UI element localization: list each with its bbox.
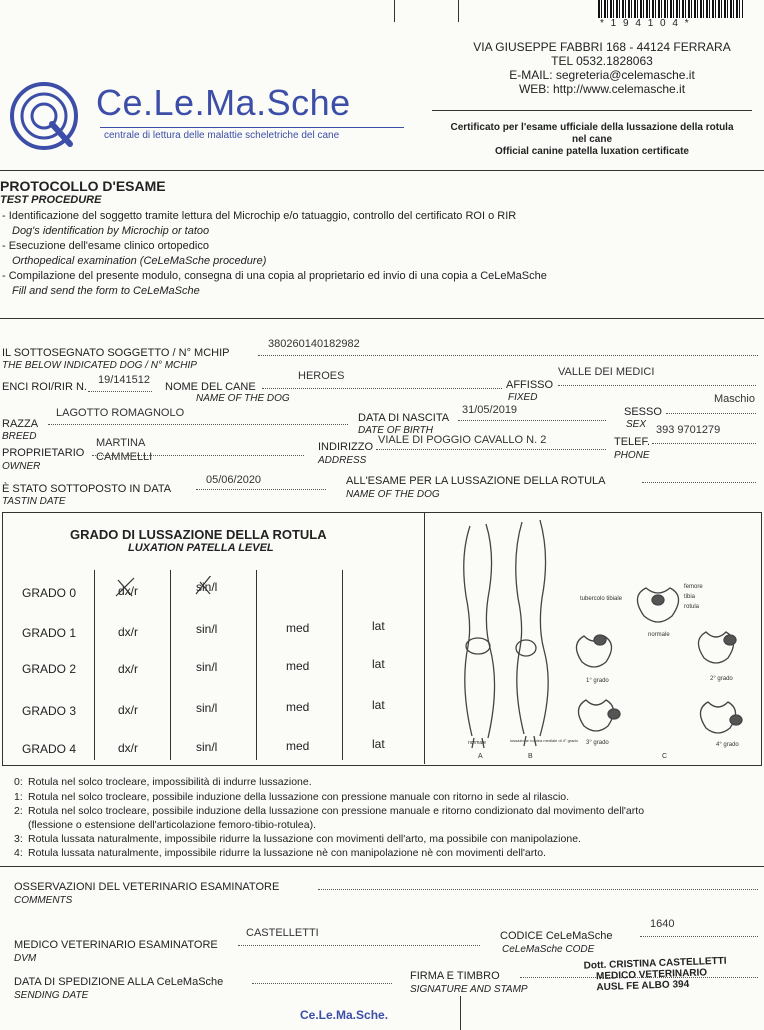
patella-normal-icon	[637, 588, 678, 622]
grade-cell-sin: sin/l	[196, 701, 218, 715]
logo-name: Ce.Le.Ma.Sche	[96, 82, 351, 123]
grade-row-label: GRADO 2	[22, 662, 77, 676]
label-subject-en: THE BELOW INDICATED DOG / N° MCHIP	[2, 360, 197, 371]
cert-title	[432, 122, 752, 158]
grade-cell-dx: dx/r	[118, 703, 139, 717]
stamp-line: MEDICO VETERINARIO	[595, 967, 708, 983]
code-value: 1640	[650, 918, 675, 930]
top-divider	[394, 0, 395, 22]
test-date-line	[196, 489, 326, 490]
cert-rule	[432, 110, 752, 111]
phone-value: 393 9701279	[656, 424, 721, 436]
observations-line	[318, 889, 758, 890]
label-exam-en: NAME OF THE DOG	[346, 489, 440, 500]
label-subject: IL SOTTOSEGNATO SOGGETTO / N° MCHIP	[2, 347, 230, 359]
label-sex-en: SEX	[626, 419, 647, 430]
dog-name-line	[262, 388, 502, 389]
grade-cell-lat: lat	[372, 737, 385, 751]
grade-cell-lat: lat	[372, 657, 385, 671]
stamp-line: Dott. CRISTINA CASTELLETTI	[583, 955, 727, 972]
vet-line	[238, 945, 480, 946]
protocol-item: - Compilazione del presente modulo, consegna di una copia al proprietario ed invio di una copia a CeLeMaSche	[2, 270, 547, 282]
exam-line	[642, 482, 756, 483]
grades-col-rule	[256, 570, 257, 760]
code-line	[640, 936, 758, 937]
grades-title: GRADO DI LUSSAZIONE DELLA ROTULA	[70, 527, 327, 542]
section-rule	[0, 318, 764, 319]
patella-grade-1-icon	[576, 635, 611, 667]
address-line: VIA GIUSEPPE FABBRI 168 - 44124 FERRARA	[473, 40, 731, 54]
legend-item	[14, 791, 569, 803]
label-vet: MEDICO VETERINARIO ESAMINATORE	[14, 939, 218, 951]
label-dog-name-en: NAME OF THE DOG	[196, 393, 290, 404]
grade-row-label: GRADO 1	[22, 626, 77, 640]
label-observations-en: COMMENTS	[14, 895, 73, 906]
legend-num: 0:	[14, 776, 23, 788]
enci-value: 19/141512	[98, 374, 150, 386]
grade-cell-med: med	[286, 659, 310, 673]
letter-b: B	[528, 753, 533, 760]
owner-first-name: MARTINA	[96, 437, 146, 449]
test-date-value: 05/06/2020	[206, 474, 262, 486]
grades-col-rule	[94, 570, 95, 760]
affisso-value: VALLE DEI MEDICI	[558, 366, 655, 378]
protocol-title: PROTOCOLLO D'ESAME	[0, 178, 166, 194]
label-grade-4: 4° grado	[716, 742, 739, 748]
vet-stamp	[583, 955, 734, 993]
protocol-item-en: Dog's identification by Microchip or tatoo	[12, 225, 210, 237]
label-owner: PROPRIETARIO	[2, 447, 85, 459]
logo-icon	[4, 78, 92, 154]
legend-num: 3:	[14, 833, 23, 845]
label-owner-en: OWNER	[2, 461, 41, 472]
phone-line	[652, 443, 756, 444]
label-grade-1: 1° grado	[586, 678, 609, 684]
grade-cell-sin: sin/l	[196, 740, 218, 754]
grade-cell-dx: dx/r	[118, 741, 139, 755]
web-line: WEB: http://www.celemasche.it	[518, 82, 686, 96]
label-sex: SESSO	[624, 406, 662, 418]
protocol-list	[2, 209, 547, 299]
email-line: E-MAIL: segreteria@celemasche.it	[509, 68, 695, 82]
leg-b-icon	[516, 520, 548, 746]
address-line-field	[376, 449, 606, 450]
grades-col-rule	[342, 570, 343, 760]
grades-subtitle: LUXATION PATELLA LEVEL	[128, 542, 274, 554]
legend-item	[14, 819, 316, 831]
label-signature: FIRMA E TIMBRO	[410, 970, 500, 982]
label-dob: DATA DI NASCITA	[358, 412, 450, 424]
label-dog-name: NOME DEL CANE	[165, 381, 256, 393]
patella-grade-3-icon	[578, 700, 620, 731]
grades-divider	[424, 512, 425, 764]
logo-subtitle: centrale di lettura delle malattie scheletriche del cane	[104, 130, 340, 141]
address-block	[452, 40, 752, 96]
logo-rule	[100, 127, 404, 128]
leg-a-icon	[464, 524, 495, 748]
label-test-date: È STATO SOTTOPOSTO IN DATA	[2, 483, 172, 495]
label-tibia: tibia	[684, 594, 696, 600]
bottom-divider	[460, 996, 461, 1030]
sex-line	[666, 413, 756, 414]
dob-value: 31/05/2019	[462, 404, 518, 416]
legend-text: Rotula lussata naturalmente, impossibile ridurre la lussazione con movimenti dell'arto, ma possibile con manipolazione.	[28, 833, 581, 845]
label-rotula: rotula	[684, 604, 700, 610]
label-address: INDIRIZZO	[318, 441, 373, 453]
affisso-line	[558, 385, 756, 386]
dob-line	[458, 420, 606, 421]
legend-text: Rotula nel solco trocleare, possibile induzione della lussazione con pressione manuale e ritorno condizionato dal movimento dell'arto	[28, 805, 645, 817]
label-grade-2: 2° grado	[710, 676, 733, 682]
protocol-item: - Identificazione del soggetto tramite lettura del Microchip e/o tatuaggio, controllo del certificato ROI o RIR	[2, 210, 517, 222]
legend-num: 2:	[14, 805, 23, 817]
letter-a: A	[478, 753, 483, 760]
label-test-date-en: TASTIN DATE	[2, 496, 66, 507]
mchip-value: 380260140182982	[268, 338, 360, 350]
bottom-logo: Ce.Le.Ma.Sche.	[300, 1008, 389, 1022]
grade-cell-lat: lat	[372, 698, 385, 712]
section-rule	[0, 170, 764, 171]
sex-value: Maschio	[714, 393, 755, 405]
tel-line: TEL 0532.1828063	[551, 54, 653, 68]
dog-name-value: HEROES	[298, 370, 345, 382]
grade-cell-med: med	[286, 739, 310, 753]
label-exam: ALL'ESAME PER LA LUSSAZIONE DELLA ROTULA	[346, 475, 606, 487]
legend-item	[14, 776, 312, 788]
grade-row-label: GRADO 4	[22, 742, 77, 756]
section-rule	[0, 866, 764, 867]
stamp-line: AUSL FE ALBO 394	[596, 978, 690, 994]
barcode	[598, 0, 743, 18]
label-phone: TELEF.	[614, 436, 651, 448]
label-affisso: AFFISSO	[506, 379, 554, 391]
protocol-item-en: Fill and send the form to CeLeMaSche	[12, 285, 200, 297]
label-leg-a: normale	[468, 740, 487, 746]
label-code: CODICE CeLeMaSche	[500, 930, 613, 942]
breed-line	[48, 424, 348, 425]
barcode-number: * 1 9 4 1 0 4 *	[600, 18, 691, 29]
cert-title-it-2: nel cane	[571, 134, 613, 145]
legend-text: Rotula nel solco trocleare, possibile induzione della lussazione con pressione manuale con ritorno in sede al rilascio.	[28, 791, 570, 803]
protocol-subtitle: TEST PROCEDURE	[0, 194, 102, 206]
label-tubercolo: tubercolo tibiale	[580, 596, 623, 602]
cross-mark-icon	[112, 576, 236, 600]
owner-last-name: CAMMELLI	[96, 451, 153, 463]
cert-title-it: Certificato per l'esame ufficiale della lussazione della rotula	[450, 122, 734, 133]
patella-figure	[430, 516, 756, 762]
label-normale: normale	[648, 632, 670, 638]
label-dob-en: DATE OF BIRTH	[358, 425, 434, 436]
grade-cell-sin: sin/l	[196, 622, 218, 636]
legend-num: 4:	[14, 847, 23, 859]
label-sending-date: DATA DI SPEDIZIONE ALLA CeLeMaSche	[14, 976, 224, 988]
legend-text: Rotula nel solco trocleare, impossibilità di indurre lussazione.	[28, 776, 312, 788]
label-affisso-en: FIXED	[508, 392, 538, 403]
breed-value: LAGOTTO ROMAGNOLO	[56, 407, 185, 419]
grade-cell-med: med	[286, 621, 310, 635]
label-enci: ENCI ROI/RIR N.	[2, 381, 87, 393]
label-phone-en: PHONE	[614, 450, 650, 461]
label-signature-en: SIGNATURE AND STAMP	[410, 984, 528, 995]
label-breed-en: BREED	[2, 431, 37, 442]
sending-date-line	[252, 983, 392, 984]
grade-cell-sin: sin/l	[196, 580, 218, 594]
vet-value: CASTELLETTI	[246, 927, 319, 939]
letter-c: C	[662, 753, 668, 760]
grade-cell-med: med	[286, 700, 310, 714]
patella-grade-4-icon	[700, 702, 742, 733]
grade-cell-dx: dx/r	[118, 625, 139, 639]
label-leg-b: lussazione rotulea mediale di 4° grado	[510, 738, 578, 743]
legend-text: Rotula lussata naturalmente, impossibile ridurre la lussazione nè con manipolazione nè con movimenti dell'arto.	[28, 847, 546, 859]
legend-item	[14, 833, 581, 845]
grade-row-label: GRADO 0	[22, 586, 77, 600]
legend-item	[14, 805, 644, 817]
top-divider	[458, 0, 459, 22]
label-vet-en: DVM	[14, 953, 37, 964]
label-femore: femore	[684, 584, 703, 590]
address-value: VIALE DI POGGIO CAVALLO N. 2	[378, 434, 547, 446]
grade-cell-dx: dx/r	[118, 662, 139, 676]
protocol-item-en: Orthopedical examination (CeLeMaSche procedure)	[12, 255, 267, 267]
patella-grade-2-icon	[698, 632, 736, 663]
enci-line	[88, 391, 152, 392]
protocol-item: - Esecuzione dell'esame clinico ortopedico	[2, 240, 209, 252]
label-address-en: ADDRESS	[318, 455, 367, 466]
legend-item	[14, 847, 546, 859]
grade-row-label: GRADO 3	[22, 704, 77, 718]
label-observations: OSSERVAZIONI DEL VETERINARIO ESAMINATORE	[14, 881, 280, 893]
label-code-en: CeLeMaSche CODE	[502, 944, 595, 955]
mchip-line	[258, 355, 758, 356]
label-grade-3: 3° grado	[586, 740, 609, 746]
label-sending-date-en: SENDING DATE	[14, 990, 89, 1001]
label-breed: RAZZA	[2, 418, 39, 430]
grade-cell-lat: lat	[372, 619, 385, 633]
cert-title-en: Official canine patella luxation certificate	[495, 146, 689, 157]
grade-cell-sin: sin/l	[196, 660, 218, 674]
legend-text: (flessione o estensione dell'articolazione femoro-tibio-rotulea).	[28, 819, 316, 831]
legend-num: 1:	[14, 791, 23, 803]
grade-cell-dx: dx/r	[118, 584, 139, 598]
